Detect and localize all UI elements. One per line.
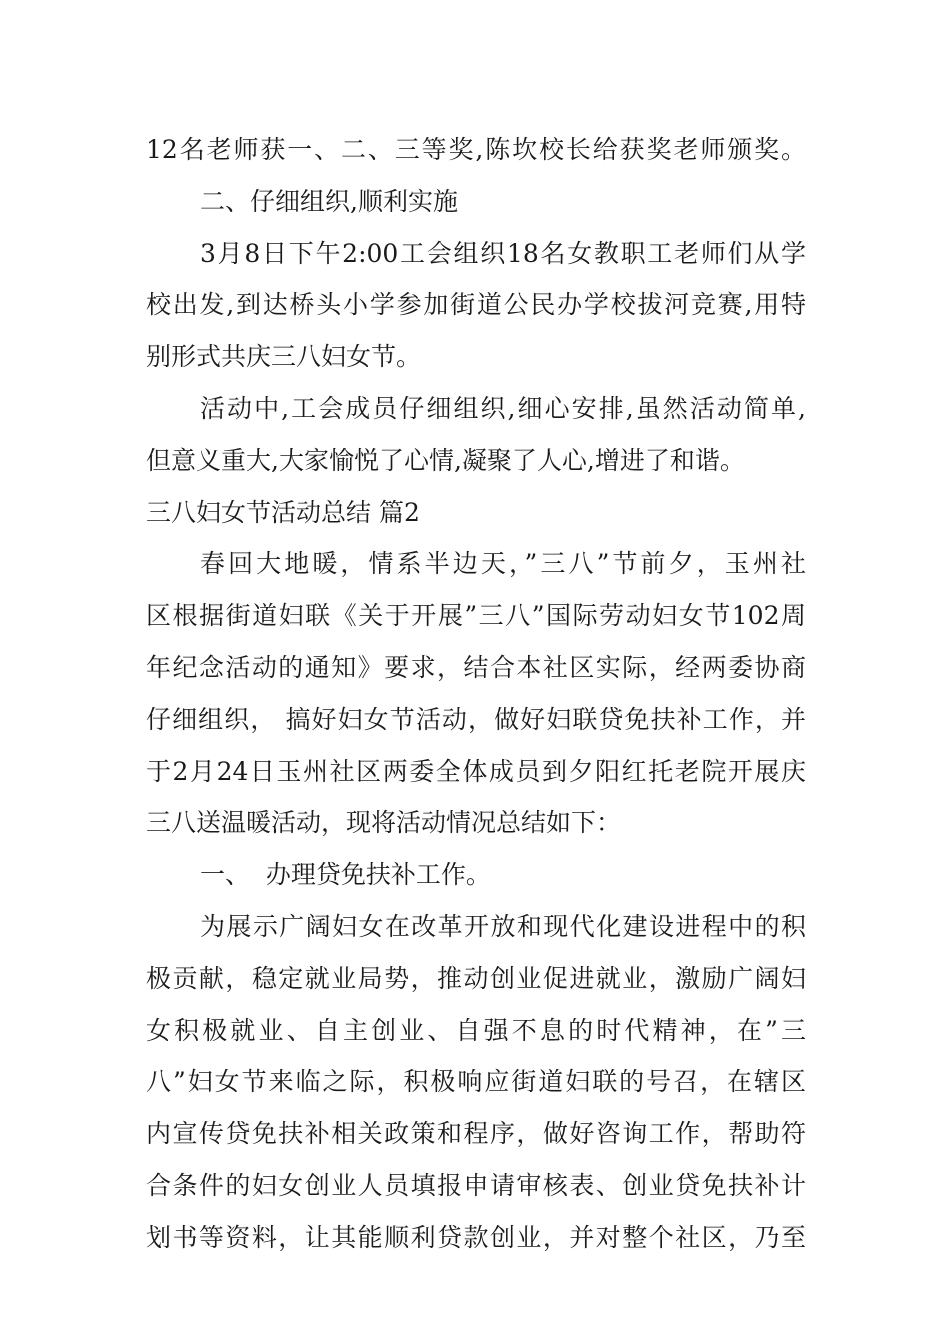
section-heading: 一、 办理贷免扶补工作。 bbox=[200, 860, 491, 890]
paragraph-line: 极贡献，稳定就业局势，推动创业促进就业，激励广阔妇 bbox=[146, 963, 806, 993]
paragraph-line: 三八送温暖活动，现将活动情况总结如下： bbox=[146, 808, 622, 838]
paragraph-line: 仔细组织， 搞好妇女节活动，做好妇联贷免扶补工作，并 bbox=[146, 704, 806, 734]
paragraph-line: 年纪念活动的通知》要求，结合本社区实际，经两委协商 bbox=[146, 652, 806, 682]
paragraph-line: 春回大地暖，情系半边天，”三八”节前夕，玉州社 bbox=[200, 549, 806, 579]
paragraph-line: 于2月24日玉州社区两委全体成员到夕阳红托老院开展庆 bbox=[146, 756, 806, 786]
paragraph-line: 活动中,工会成员仔细组织,细心安排,虽然活动简单, bbox=[200, 393, 806, 423]
paragraph-line: 3月8日下午2:00工会组织18名女教职工老师们从学 bbox=[200, 238, 806, 268]
paragraph-line: 内宣传贷免扶补相关政策和程序，做好咨询工作，帮助符 bbox=[146, 1119, 806, 1149]
article-title: 三八妇女节活动总结 篇2 bbox=[146, 497, 420, 527]
paragraph-line: 区根据街道妇联《关于开展”三八”国际劳动妇女节102周 bbox=[146, 601, 806, 631]
paragraph-line: 但意义重大,大家愉悦了心情,凝聚了人心,增进了和谐。 bbox=[146, 445, 745, 475]
paragraph-line: 划书等资料，让其能顺利贷款创业，并对整个社区，乃至 bbox=[146, 1222, 806, 1252]
paragraph-line: 12名老师获一、二、三等奖,陈坎校长给获奖老师颁奖。 bbox=[146, 135, 806, 164]
document-page bbox=[146, 124, 806, 1264]
paragraph-line: 女积极就业、自主创业、自强不息的时代精神，在”三 bbox=[146, 1015, 806, 1045]
paragraph-line: 校出发,到达桥头小学参加街道公民办学校拔河竞赛,用特 bbox=[146, 290, 806, 320]
paragraph-line: 合条件的妇女创业人员填报申请审核表、创业贷免扶补计 bbox=[146, 1170, 806, 1200]
paragraph-line: 别形式共庆三八妇女节。 bbox=[146, 342, 422, 372]
paragraph-line: 八”妇女节来临之际，积极响应街道妇联的号召，在辖区 bbox=[146, 1067, 806, 1097]
paragraph-line: 为展示广阔妇女在改革开放和现代化建设进程中的积 bbox=[200, 911, 806, 941]
section-heading: 二、仔细组织,顺利实施 bbox=[200, 186, 458, 216]
